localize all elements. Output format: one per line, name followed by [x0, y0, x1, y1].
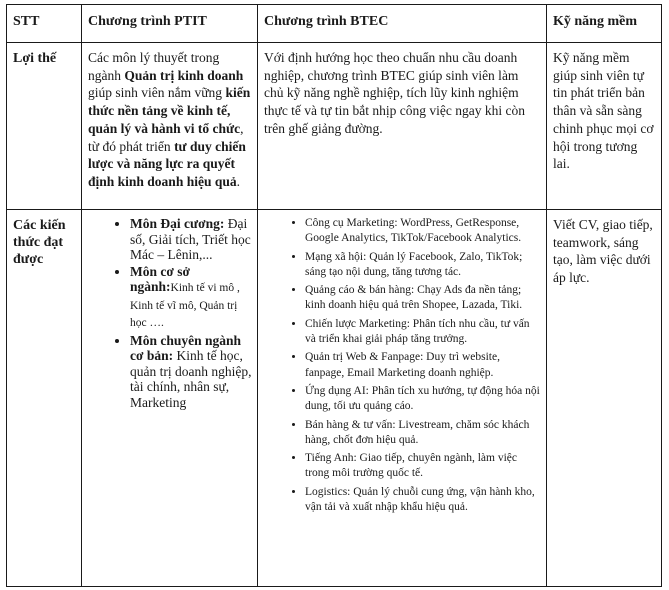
knowledge-row	[7, 210, 662, 587]
course-group-text: Đại số, Giải tích, Triết học Mác – Lênin,...	[130, 216, 251, 262]
advantage-ptit-text-2: giúp sinh viên nắm vững	[88, 85, 226, 101]
course-group-text: Kinh tế học, quản trị doanh nghiệp, tài chính, nhân sự, Marketing	[130, 348, 252, 410]
list-item	[130, 216, 253, 263]
list-item: • Công cụ Marketing: WordPress, GetResponse, Google Analytics, TikTok/Facebook Analytics.	[305, 216, 540, 246]
header-btec: Chương trình BTEC	[258, 5, 547, 43]
header-row	[7, 5, 662, 43]
advantage-ptit-bold-1: Quản trị kinh doanh	[124, 67, 244, 83]
knowledge-btec-cell	[258, 210, 547, 587]
knowledge-label: Các kiến thức đạt được	[7, 210, 82, 587]
advantage-soft-cell: Kỹ năng mềm giúp sinh viên tự tin phát triển bản thân và sẵn sàng chinh phục mọi cơ hội trong tương lai.	[547, 43, 662, 210]
header-ptit: Chương trình PTIT	[82, 5, 258, 43]
list-item	[130, 333, 253, 411]
list-item: • Chiến lược Marketing: Phân tích nhu cầu, tư vấn và triển khai giải pháp tăng trưởng.	[305, 317, 540, 347]
course-group-title: Môn chuyên ngành cơ bản:	[130, 332, 242, 363]
advantage-ptit-text-4: .	[236, 173, 240, 189]
list-item: • Tiếng Anh: Giao tiếp, chuyên ngành, làm việc trong môi trường quốc tế.	[305, 451, 540, 481]
advantage-btec-cell: Với định hướng học theo chuẩn nhu cầu doanh nghiệp, chương trình BTEC giúp sinh viên làm chủ kỹ năng nghề nghiệp, tích lũy kinh nghiệm thực tế và tự tin bắt nhịp công việc ngay khi còn trên ghế giảng đường.	[258, 43, 547, 210]
list-item: • Quản trị Web & Fanpage: Duy trì website, fanpage, Email Marketing doanh nghiệp.	[305, 350, 540, 380]
header-stt: STT	[7, 5, 82, 43]
list-item: • Logistics: Quản lý chuỗi cung ứng, vận hành kho, vận tải và xuất nhập khẩu hiệu quả.	[305, 485, 540, 515]
advantage-ptit-cell	[82, 43, 258, 210]
advantage-row	[7, 43, 662, 210]
advantage-label: Lợi thế	[7, 43, 82, 210]
list-item: • Quảng cáo & bán hàng: Chạy Ads đa nền tảng; kinh doanh hiệu quả trên Shopee, Lazada, Tiki.	[305, 283, 540, 313]
comparison-table	[6, 4, 662, 587]
advantage-ptit-text-3: , từ đó phát triển	[88, 120, 244, 154]
course-group-title: Môn cơ sở ngành:	[130, 263, 190, 294]
knowledge-ptit-cell	[82, 210, 258, 587]
btec-skill-list	[258, 216, 540, 515]
advantage-ptit-bold-2: kiến thức nền tảng về kinh tế, quản lý và hành vi tổ chức	[88, 85, 251, 136]
header-soft-skills: Kỹ năng mềm	[547, 5, 662, 43]
list-item: • Bán hàng & tư vấn: Livestream, chăm sóc khách hàng, chốt đơn hiệu quả.	[305, 418, 540, 448]
list-item: • Ứng dụng AI: Phân tích xu hướng, tự động hóa nội dung, tối ưu quảng cáo.	[305, 384, 540, 414]
course-group-title: Môn Đại cương:	[130, 216, 225, 231]
advantage-ptit-text-1: Các môn lý thuyết trong ngành	[88, 50, 220, 83]
advantage-ptit-bold-3: tư duy chiến lược và năng lực ra quyết định kinh doanh hiệu quả	[88, 138, 246, 189]
course-group-text: Kinh tế vi mô , Kinh tế vĩ mô, Quản trị học ….	[130, 282, 240, 329]
ptit-course-list	[82, 216, 253, 410]
list-item: • Mạng xã hội: Quản lý Facebook, Zalo, TikTok; sáng tạo nội dung, tăng tương tác.	[305, 250, 540, 280]
comparison-table-frame	[6, 4, 662, 587]
knowledge-soft-cell: Viết CV, giao tiếp, teamwork, sáng tạo, làm việc dưới áp lực.	[547, 210, 662, 587]
list-item	[130, 264, 253, 332]
